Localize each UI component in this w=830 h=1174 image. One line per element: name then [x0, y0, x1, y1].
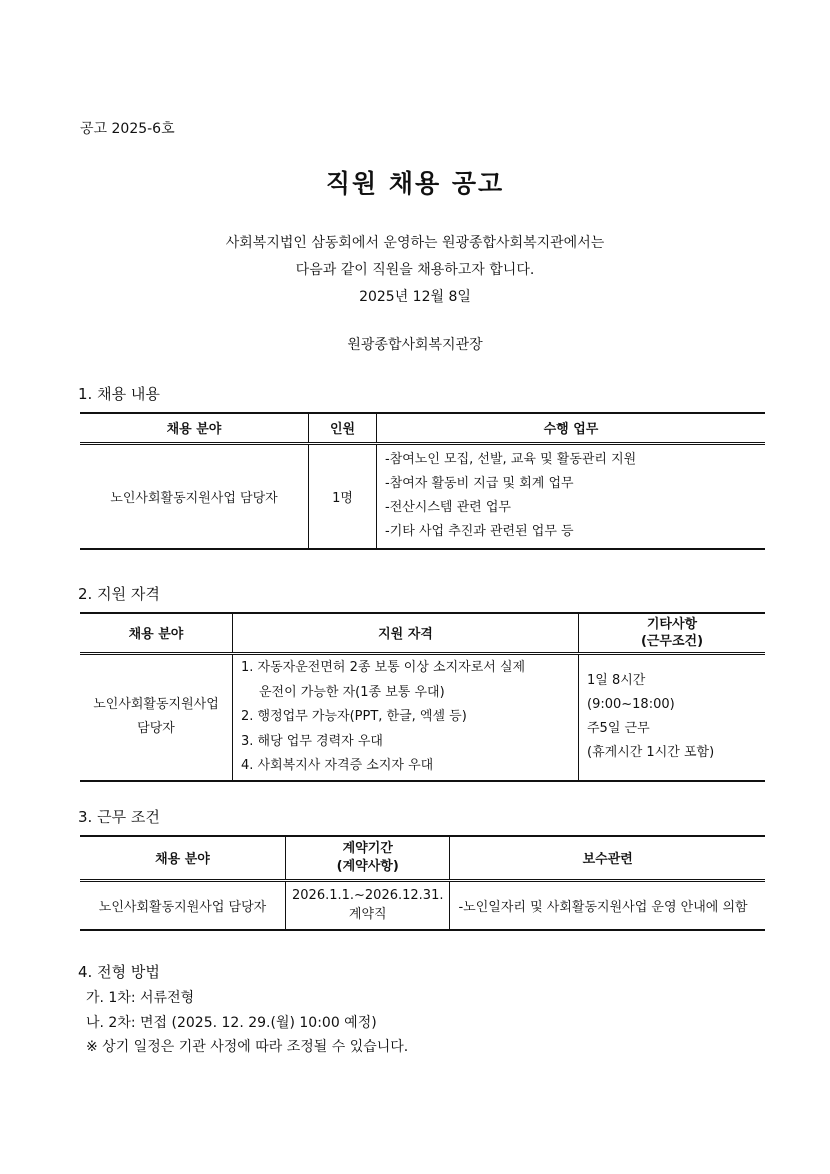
duty-item: -기타 사업 추진과 관련된 업무 등 — [385, 524, 574, 540]
contract-type: 계약직 — [348, 907, 387, 923]
table-row — [80, 653, 765, 781]
count-cell: 1명 — [309, 443, 377, 549]
conditions-header-line-2: (근무조건) — [640, 633, 704, 649]
col-field-header: 채용 분야 — [80, 836, 286, 880]
col-field-header: 채용 분야 — [80, 613, 233, 653]
period-value: 2026.1.1.~2026.12.31. — [292, 888, 444, 904]
list-item: 나. 2차: 면접 (2025. 12. 29.(월) 10:00 예정) — [86, 1014, 377, 1031]
qualification-table — [80, 612, 765, 782]
list-item: 가. 1차: 서류전형 — [86, 990, 195, 1006]
qualifications-cell — [233, 653, 579, 781]
col-duties-header: 수행 업무 — [377, 413, 766, 443]
conditions-header-line-1: 기타사항 — [646, 616, 698, 632]
field-cell: 노인사회활동지원사업 담당자 — [80, 443, 309, 549]
field-cell — [80, 653, 233, 781]
duty-item: -참여노인 모집, 선발, 교육 및 활동관리 지원 — [385, 452, 637, 468]
field-cell: 노인사회활동지원사업 담당자 — [80, 880, 286, 930]
duties-cell — [377, 443, 766, 549]
selection-method-list — [86, 986, 408, 1060]
duty-item: -참여자 활동비 지급 및 회계 업무 — [385, 476, 574, 492]
organization-signature: 원광종합사회복지관장 — [347, 337, 483, 353]
section2-heading: 2. 지원 자격 — [78, 585, 160, 603]
qualification-item: 운전이 가능한 자(1종 보통 우대) — [259, 684, 445, 700]
qualification-item: 1. 자동자운전면허 2종 보통 이상 소지자로서 실제 — [241, 660, 526, 675]
table-row — [80, 880, 765, 930]
col-period-header — [286, 836, 450, 880]
condition-item: (9:00~18:00) — [587, 697, 675, 713]
field-line-2: 담당자 — [137, 721, 175, 737]
notice-number: 공고 2025-6호 — [80, 121, 175, 137]
intro-text — [0, 230, 830, 311]
recruitment-table — [80, 412, 765, 550]
table-row — [80, 443, 765, 549]
period-cell — [286, 880, 450, 930]
col-salary-header: 보수관련 — [450, 836, 765, 880]
period-header-line-1: 계약기간 — [342, 840, 393, 856]
col-field-header: 채용 분야 — [80, 413, 309, 443]
intro-line-1: 사회복지법인 삼동회에서 운영하는 원광종합사회복지관에서는 — [225, 235, 605, 251]
col-conditions-header — [579, 613, 766, 653]
qualification-item: 4. 사회복지사 자격증 소지자 우대 — [241, 758, 434, 773]
duty-item: -전산시스템 관련 업무 — [385, 500, 511, 516]
section4-heading: 4. 전형 방법 — [78, 963, 160, 981]
qualification-item: 2. 행정업무 가능자(PPT, 한글, 엑셀 등) — [241, 709, 467, 724]
col-count-header: 인원 — [309, 413, 377, 443]
conditions-table — [80, 835, 765, 931]
intro-line-2: 다음과 같이 직원을 채용하고자 합니다. — [295, 262, 535, 278]
condition-item: 주5일 근무 — [587, 721, 650, 737]
section1-heading: 1. 채용 내용 — [78, 385, 160, 403]
condition-item: (휴게시간 1시간 포함) — [587, 745, 715, 761]
conditions-cell — [579, 653, 766, 781]
list-item: ※ 상기 일정은 기관 사정에 따라 조정될 수 있습니다. — [86, 1039, 409, 1055]
period-header-line-2: (계약사항) — [336, 858, 399, 874]
section3-heading: 3. 근무 조건 — [78, 808, 160, 826]
field-line-1: 노인사회활동지원사업 — [93, 697, 219, 713]
intro-date: 2025년 12월 8일 — [359, 289, 471, 305]
col-qualification-header: 지원 자격 — [233, 613, 579, 653]
condition-item: 1일 8시간 — [587, 673, 646, 689]
page-title: 직원 채용 공고 — [325, 169, 505, 198]
salary-cell: -노인일자리 및 사회활동지원사업 운영 안내에 의함 — [450, 880, 765, 930]
qualification-item: 3. 해당 업무 경력자 우대 — [241, 733, 383, 749]
